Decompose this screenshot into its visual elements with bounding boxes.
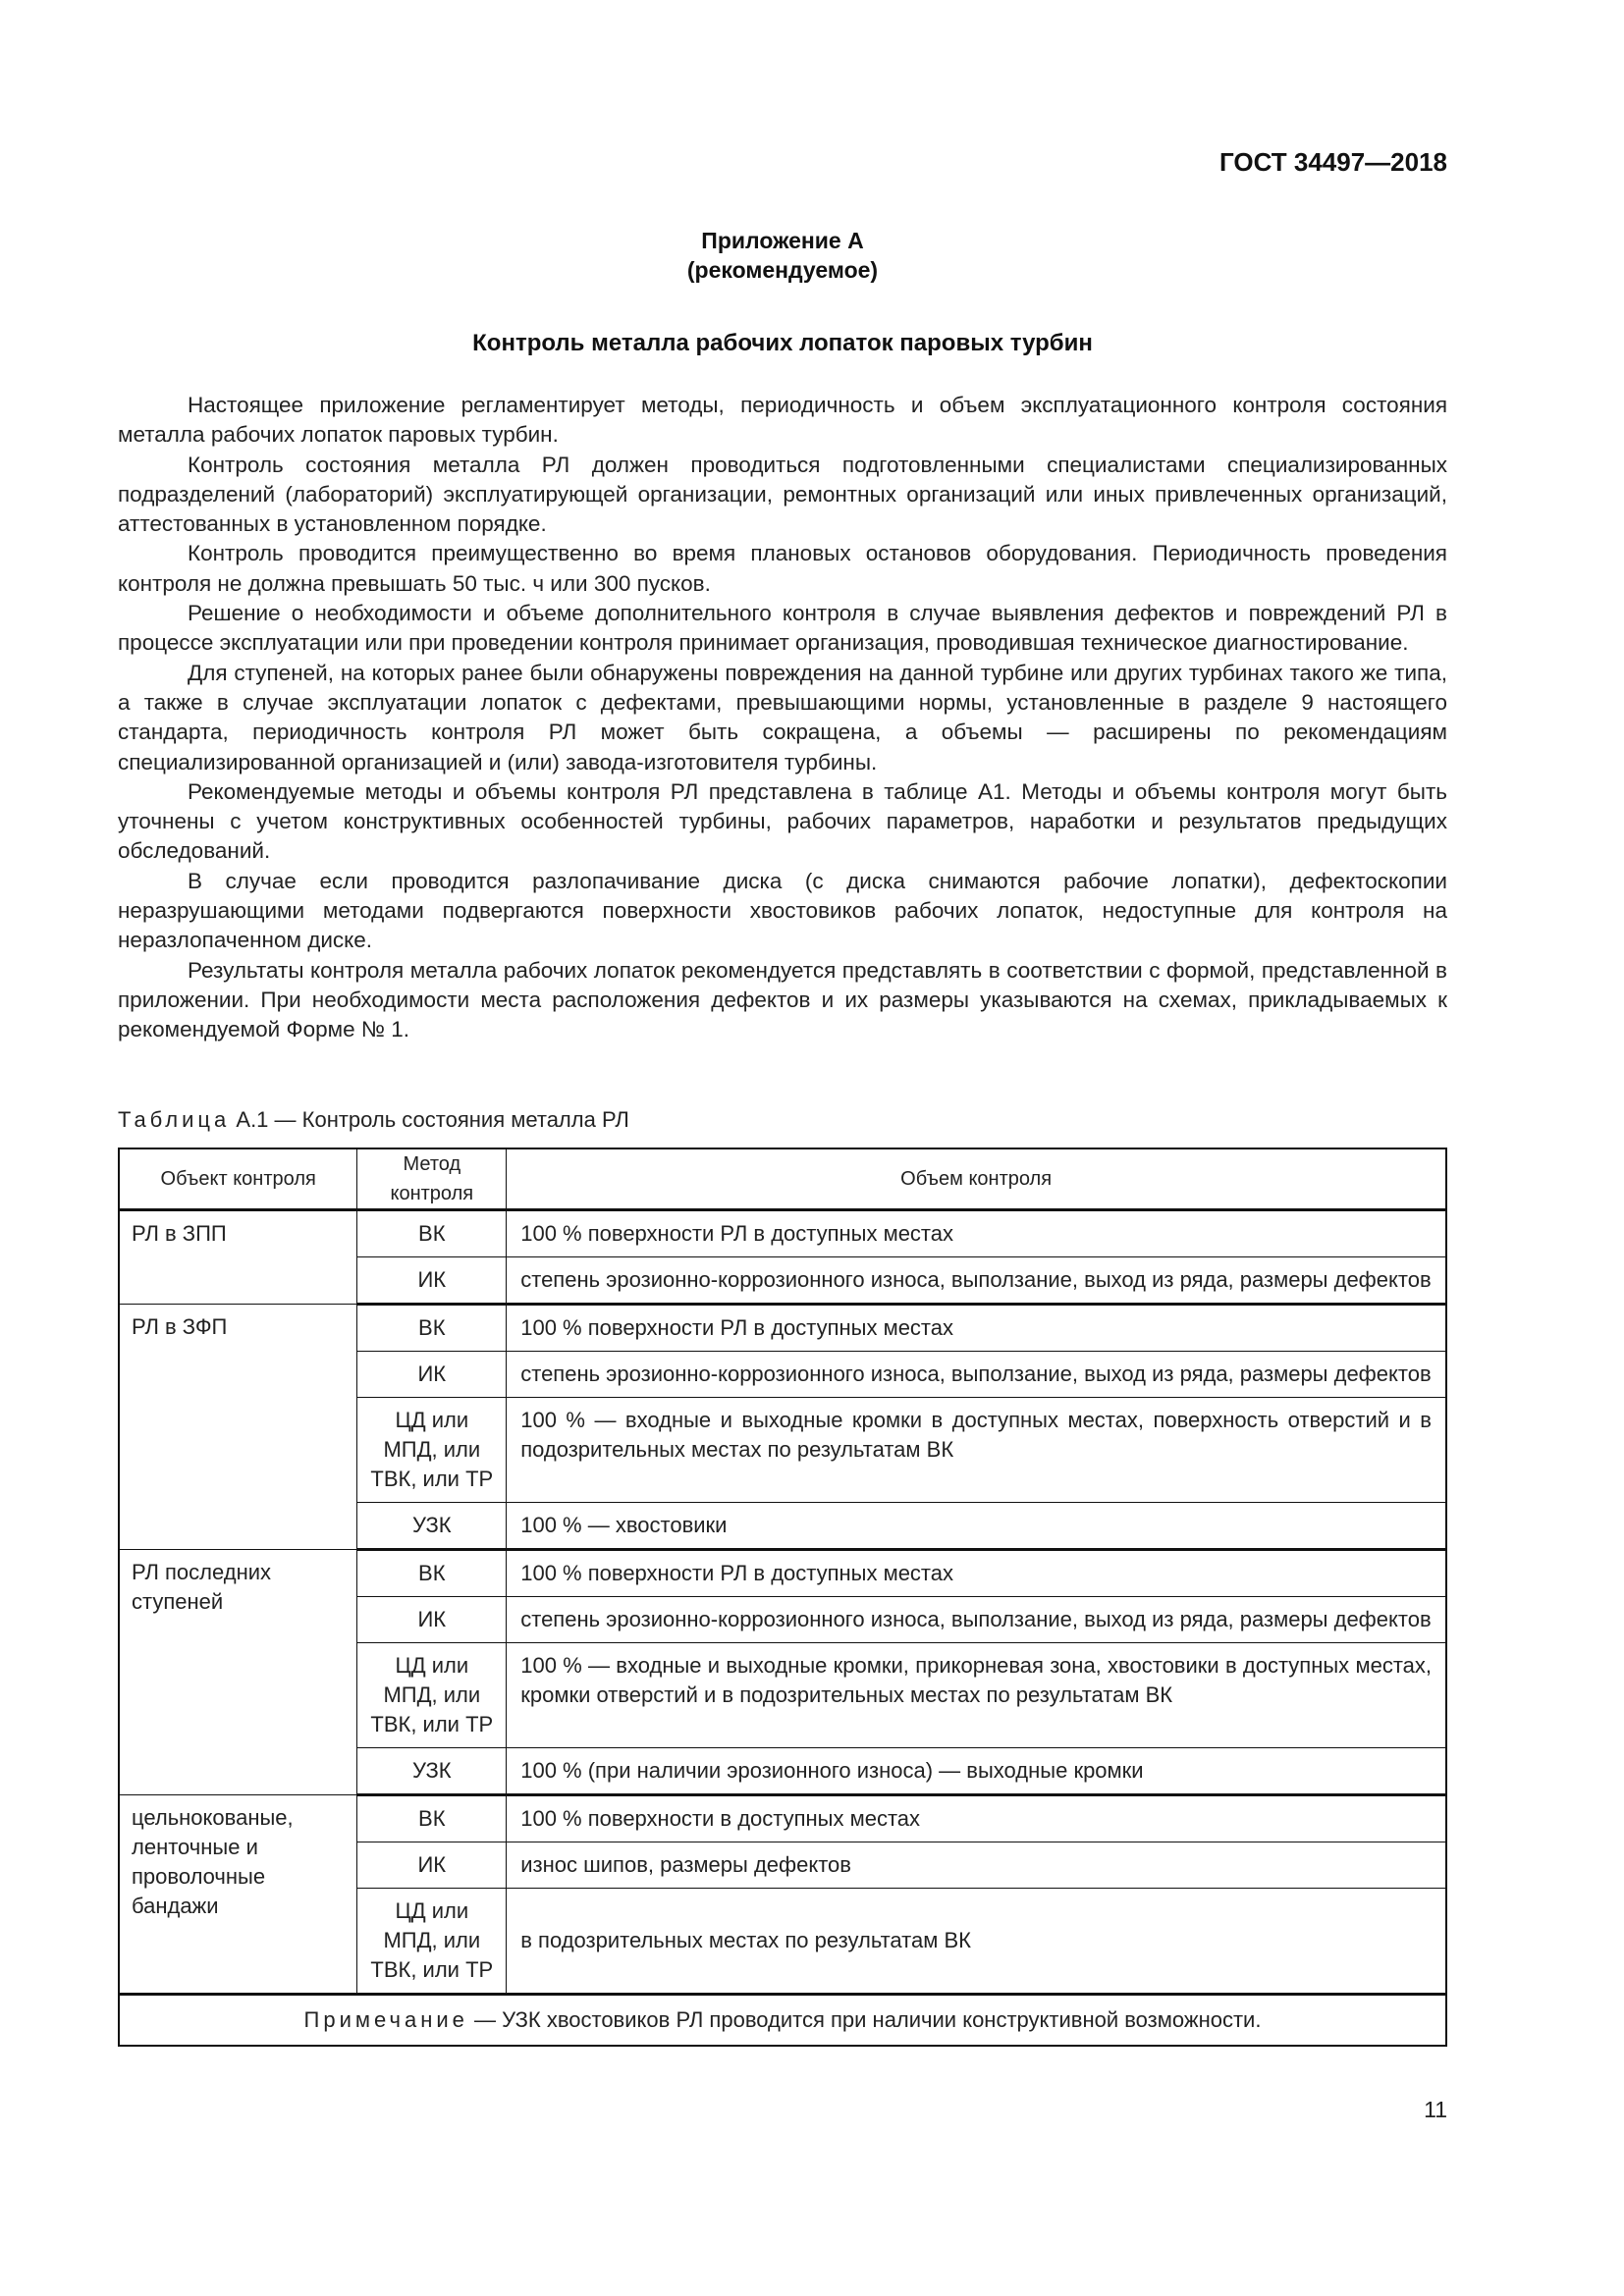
paragraph: Настоящее приложение регламентирует методы, периодичность и объем эксплуатационного контроля состояния металла рабочих лопаток паровых турбин. xyxy=(118,393,1447,448)
object-cell: цельнокованые, ленточные и проволочные бандажи xyxy=(119,1795,357,1995)
note-text: — УЗК хвостовиков РЛ проводится при наличии конструктивной возможности. xyxy=(474,2007,1262,2032)
annex-status: (рекомендуемое) xyxy=(686,257,879,283)
annex-label: Приложение А xyxy=(701,228,864,253)
method-cell: ЦД или МПД, или ТВК, или ТР xyxy=(357,1398,507,1503)
volume-cell: степень эрозионно-коррозионного износа, выползание, выход из ряда, размеры дефектов xyxy=(507,1257,1446,1305)
paragraph: Контроль состояния металла РЛ должен проводиться подготовленными специалистами специализированных подразделений (лабораторий) эксплуатирующей организации, ремонтных организаций или иных привлеченных организаций, аттестованных в установленном порядке. xyxy=(118,452,1447,537)
table-note-row xyxy=(119,1995,1446,2047)
control-table xyxy=(118,1148,1447,2047)
page-number: 11 xyxy=(1424,2097,1447,2122)
paragraph: Рекомендуемые методы и объемы контроля РЛ представлена в таблице А1. Методы и объемы контроля могут быть уточнены с учетом конструктивных особенностей турбины, рабочих параметров, наработки и результатов предыдущих обследований. xyxy=(118,778,1447,864)
method-cell: УЗК xyxy=(357,1748,507,1795)
object-cell: РЛ в ЗФП xyxy=(119,1305,357,1550)
method-cell: ЦД или МПД, или ТВК, или ТР xyxy=(357,1889,507,1995)
method-cell: УЗК xyxy=(357,1503,507,1550)
volume-cell: 100 % поверхности РЛ в доступных местах xyxy=(507,1210,1446,1257)
volume-cell: степень эрозионно-коррозионного износа, выползание, выход из ряда, размеры дефектов xyxy=(507,1352,1446,1398)
table-caption xyxy=(118,1107,1447,1133)
object-cell: РЛ в ЗПП xyxy=(119,1210,357,1305)
body-text xyxy=(118,391,1447,1045)
table-note xyxy=(119,1995,1446,2047)
method-cell: ВК xyxy=(357,1795,507,1842)
gost-code: ГОСТ 34497—2018 xyxy=(1219,147,1447,177)
method-cell: ВК xyxy=(357,1210,507,1257)
section-title: Контроль металла рабочих лопаток паровых турбин xyxy=(472,330,1093,356)
table-row xyxy=(119,1795,1446,1842)
method-cell: ИК xyxy=(357,1597,507,1643)
volume-cell: 100 % — хвостовики xyxy=(507,1503,1446,1550)
paragraph: Решение о необходимости и объеме дополнительного контроля в случае выявления дефектов и повреждений РЛ в процессе эксплуатации или при проведении контроля принимает организация, проводившая техническое диагностирование. xyxy=(118,601,1447,656)
paragraph: Результаты контроля металла рабочих лопаток рекомендуется представлять в соответствии с формой, представленной в приложении. При необходимости места расположения дефектов и их размеры указываются на схемах, прикладываемых к рекомендуемой Форме № 1. xyxy=(118,957,1447,1042)
table-row xyxy=(119,1550,1446,1597)
paragraph: Контроль проводится преимущественно во время плановых остановов оборудования. Периодичность проведения контроля не должна превышать 50 тыс. ч или 300 пусков. xyxy=(118,541,1447,596)
volume-cell: 100 % поверхности в доступных местах xyxy=(507,1795,1446,1842)
table-row xyxy=(119,1210,1446,1257)
method-cell: ИК xyxy=(357,1352,507,1398)
volume-cell: в подозрительных местах по результатам ВК xyxy=(507,1889,1446,1995)
volume-cell: 100 % поверхности РЛ в доступных местах xyxy=(507,1305,1446,1352)
method-cell: ВК xyxy=(357,1305,507,1352)
method-cell: ИК xyxy=(357,1257,507,1305)
method-cell: ЦД или МПД, или ТВК, или ТР xyxy=(357,1643,507,1748)
object-cell: РЛ последних ступеней xyxy=(119,1550,357,1795)
header-volume: Объем контроля xyxy=(507,1148,1446,1210)
volume-cell: 100 % — входные и выходные кромки, прикорневая зона, хвостовики в доступных местах, кромки отверстий и в подозрительных местах по результатам ВК xyxy=(507,1643,1446,1748)
volume-cell: износ шипов, размеры дефектов xyxy=(507,1842,1446,1889)
method-cell: ВК xyxy=(357,1550,507,1597)
volume-cell: степень эрозионно-коррозионного износа, выползание, выход из ряда, размеры дефектов xyxy=(507,1597,1446,1643)
table-caption-label: Таблица xyxy=(118,1107,231,1132)
header-object: Объект контроля xyxy=(119,1148,357,1210)
table-header-row xyxy=(119,1148,1446,1210)
table-row xyxy=(119,1305,1446,1352)
note-label: Примечание xyxy=(303,2007,468,2032)
volume-cell: 100 % (при наличии эрозионного износа) — выходные кромки xyxy=(507,1748,1446,1795)
volume-cell: 100 % — входные и выходные кромки в доступных местах, поверхность отверстий и в подозрительных местах по результатам ВК xyxy=(507,1398,1446,1503)
header-method: Метод контроля xyxy=(357,1148,507,1210)
paragraph: Для ступеней, на которых ранее были обнаружены повреждения на данной турбине или других турбинах такого же типа, а также в случае эксплуатации лопаток с дефектами, превышающими нормы, установленные в разделе 9 настоящего стандарта, периодичность контроля РЛ может быть сокращена, а объемы — расширены по рекомендациям специализированной организацией и (или) завода-изготовителя турбины. xyxy=(118,660,1447,774)
paragraph: В случае если проводится разлопачивание диска (с диска снимаются рабочие лопатки), дефектоскопии неразрушающими методами подвергаются поверхности хвостовиков рабочих лопаток, недоступные для контроля на неразлопаченном диске. xyxy=(118,868,1447,953)
annex-heading xyxy=(118,226,1447,285)
method-cell: ИК xyxy=(357,1842,507,1889)
volume-cell: 100 % поверхности РЛ в доступных местах xyxy=(507,1550,1446,1597)
table-caption-text: А.1 — Контроль состояния металла РЛ xyxy=(236,1107,629,1132)
